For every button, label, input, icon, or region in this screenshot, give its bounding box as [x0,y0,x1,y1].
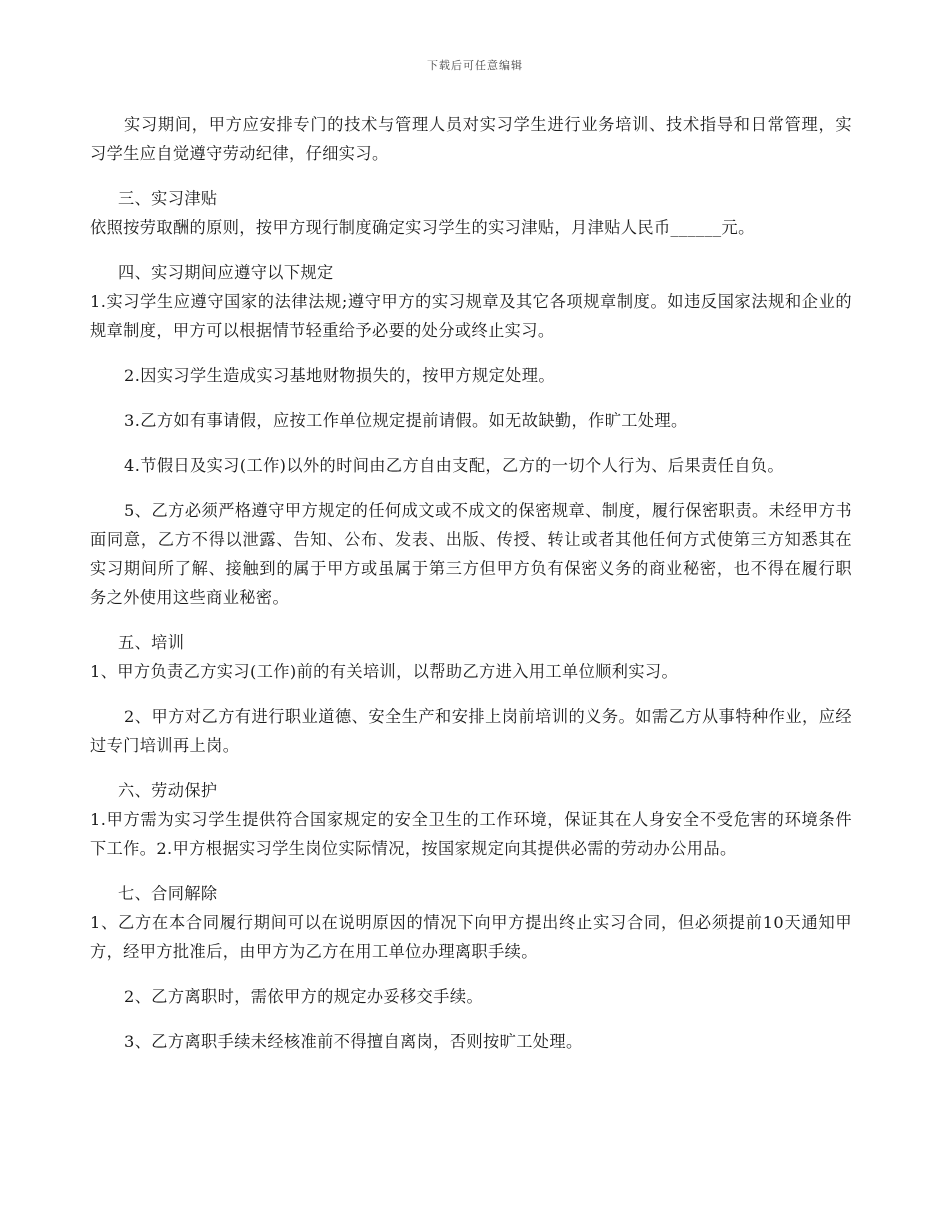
section-4-item-5: 5、乙方必须严格遵守甲方规定的任何成文或不成文的保密规章、制度，履行保密职责。未经甲方书面同意，乙方不得以泄露、告知、公布、发表、出版、传授、转让或者其他任何方式使第三方知悉其在实习期间所了解、接触到的属于甲方或虽属于第三方但甲方负有保密义务的商业秘密，也不得在履行职务之外使用这些商业秘密。 [90,501,852,607]
section-4-item-4: 4.节假日及实习(工作)以外的时间由乙方自由支配，乙方的一切个人行为、后果责任自负。 [124,456,784,475]
section-5-item-2: 2、甲方对乙方有进行职业道德、安全生产和安排上岗前培训的义务。如需乙方从事特种作业，应经过专门培训再上岗。 [90,707,852,755]
section-6-heading: 六、劳动保护 [118,781,218,800]
section-7-item-2: 2、乙方离职时，需依甲方的规定办妥移交手续。 [124,987,484,1006]
section-7-item-3: 3、乙方离职手续未经核准前不得擅自离岗，否则按旷工处理。 [124,1032,583,1051]
section-7-item-1: 1、乙方在本合同履行期间可以在说明原因的情况下向甲方提出终止实习合同，但必须提前10天通知甲方，经甲方批准后，由甲方为乙方在用工单位办理离职手续。 [90,913,852,961]
section-3-paragraph-1: 依照按劳取酬的原则，按甲方现行制度确定实习学生的实习津贴，月津贴人民币______元。 [90,218,755,237]
paragraph-intro: 实习期间，甲方应安排专门的技术与管理人员对实习学生进行业务培训、技术指导和日常管理，实习学生应自觉遵守劳动纪律，仔细实习。 [90,115,852,163]
section-4-item-2: 2.因实习学生造成实习基地财物损失的，按甲方规定处理。 [124,366,555,385]
section-4-item-1: 1.实习学生应遵守国家的法律法规;遵守甲方的实习规章及其它各项规章制度。如违反国家法规和企业的规章制度，甲方可以根据情节轻重给予必要的处分或终止实习。 [90,292,852,340]
header-note: 下载后可任意编辑 [427,59,523,72]
section-7-heading: 七、合同解除 [118,884,218,903]
section-6-item-1: 1.甲方需为实习学生提供符合国家规定的安全卫生的工作环境，保证其在人身安全不受危害的环境条件下工作。2.甲方根据实习学生岗位实际情况，按国家规定向其提供必需的劳动办公用品。 [90,810,852,858]
section-4-item-3: 3.乙方如有事请假，应按工作单位规定提前请假。如无故缺勤，作旷工处理。 [124,411,688,430]
section-4-heading: 四、实习期间应遵守以下规定 [118,263,334,282]
document-body [90,110,852,1056]
section-5-item-1: 1、甲方负责乙方实习(工作)前的有关培训，以帮助乙方进入用工单位顺利实习。 [90,662,679,681]
section-3-heading: 三、实习津贴 [118,189,218,208]
section-5-heading: 五、培训 [118,633,185,652]
